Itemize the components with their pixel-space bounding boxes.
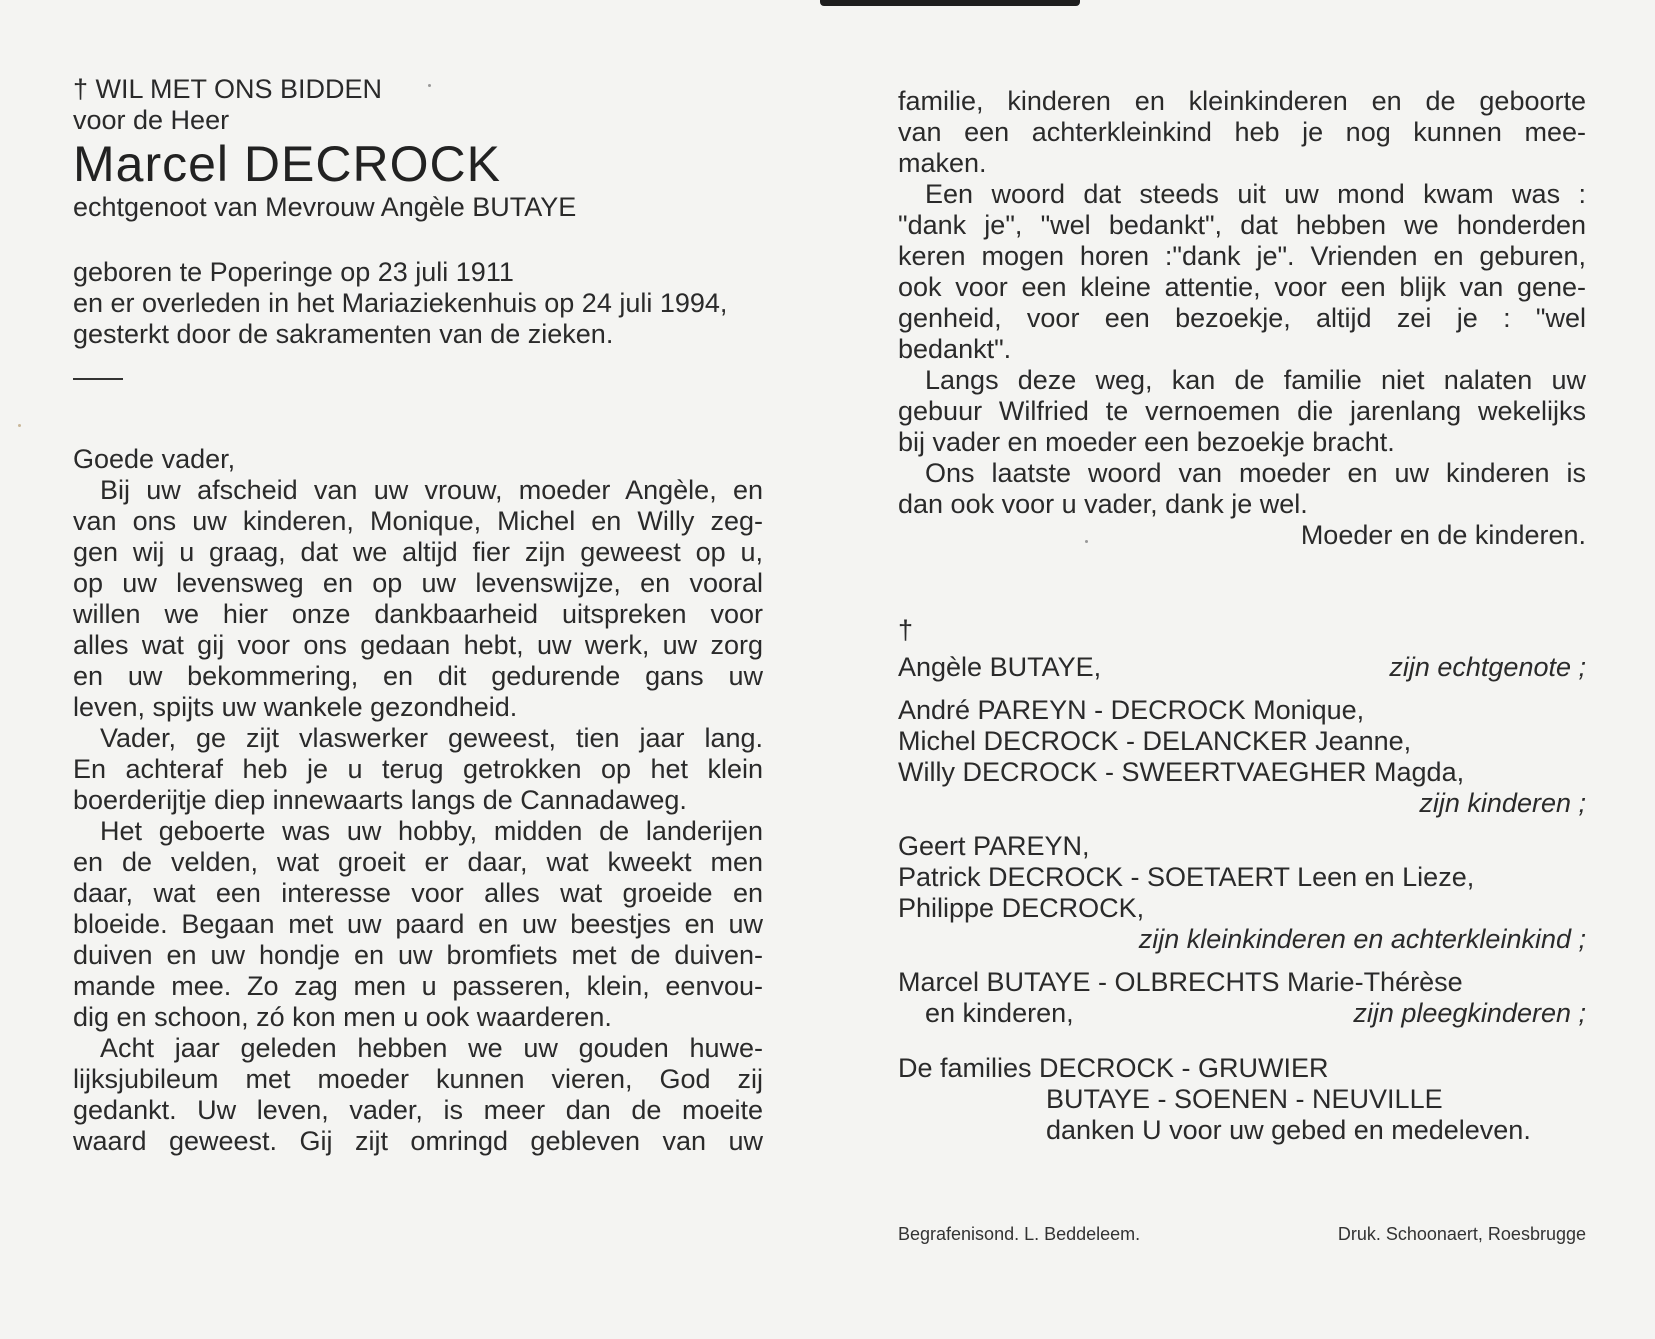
text-line: leven, spijts uw wankele gezondheid. [73, 692, 518, 722]
spouse-role: zijn echtgenote ; [1389, 652, 1586, 682]
scan-edge-shadow [820, 0, 1080, 6]
divider [73, 378, 123, 380]
paragraph-8 [898, 458, 1586, 520]
deceased-name: Marcel DECROCK [73, 136, 501, 192]
paragraph-6 [898, 179, 1586, 365]
child-entry: André PAREYN - DECROCK Monique, [898, 695, 1365, 725]
text-line: van een achterkleinkind heb je nog kunnen mee- [898, 117, 1586, 147]
text-line: op uw levensweg en op uw levenswijze, en vooral [73, 568, 763, 598]
text-line: "dank je", "wel bedankt", dat hebben we honderden [898, 210, 1586, 240]
text-line: en uw bekommering, en dit gedurende gans uw [73, 661, 763, 691]
funeral-home: Begrafenisond. L. Beddeleem. [898, 1224, 1141, 1244]
footer [898, 1224, 1586, 1245]
printer: Druk. Schoonaert, Roesbrugge [1337, 1224, 1586, 1244]
spouse-name: Angèle BUTAYE, [898, 652, 1102, 682]
text-line: en de velden, wat groeit er daar, wat kweekt men [73, 847, 763, 877]
text-line: keren mogen horen :"dank je". Vrienden en geburen, [898, 241, 1586, 271]
text-line: boerderijtje diep innewaarts langs de Cannadaweg. [73, 785, 687, 815]
text-line: Acht jaar geleden hebben we uw gouden huwe- [100, 1033, 763, 1063]
paragraph-3 [73, 816, 763, 1033]
text-line: gen wij u graag, dat we altijd fier zijn geweest op u, [73, 537, 763, 567]
grandchild-entry: Geert PAREYN, [898, 831, 1090, 861]
text-line: Het geboerte was uw hobby, midden de landerijen [100, 816, 763, 846]
text-line: dan ook voor u vader, dank je wel. [898, 489, 1308, 519]
text-line: bedankt". [898, 334, 1012, 364]
spouse-entry [898, 652, 1586, 683]
paragraph-2 [73, 723, 763, 816]
text-line: Een woord dat steeds uit uw mond kwam was : [925, 179, 1586, 209]
signoff: Moeder en de kinderen. [1300, 520, 1586, 550]
text-line: gebuur Wilfried te vernoemen die jarenlang wekelijks [898, 396, 1586, 426]
text-line: Ons laatste woord van moeder en uw kinderen is [925, 458, 1586, 488]
text-line: dig en schoon, zó kon men u ook waarderen. [73, 1002, 612, 1032]
text-line: waard geweest. Gij zijt omringd gebleven van uw [73, 1126, 763, 1156]
foster-role: zijn pleegkinderen ; [1353, 998, 1586, 1028]
prayer-header: † WIL MET ONS BIDDEN [73, 74, 383, 104]
scan-speck [18, 424, 21, 427]
families-line-1: De families DECROCK - GRUWIER [898, 1053, 1329, 1083]
text-line: Vader, ge zijt vlaswerker geweest, tien jaar lang. [100, 723, 763, 753]
families-thanks: danken U voor uw gebed en medeleven. [1046, 1115, 1531, 1145]
spouse-line: echtgenoot van Mevrouw Angèle BUTAYE [73, 192, 577, 222]
text-line: genheid, voor een bezoekje, altijd zei je : "wel [898, 303, 1586, 333]
text-line: bij vader en moeder een bezoekje bracht. [898, 427, 1395, 457]
text-line: ook voor een kleine attentie, voor een blijk van gene- [898, 272, 1586, 302]
text-line: Langs deze weg, kan de familie niet nalaten uw [925, 365, 1586, 395]
text-line: bloeide. Begaan met uw paard en uw beestjes en uw [73, 909, 763, 939]
text-line: alles wat gij voor ons gedaan hebt, uw werk, uw zorg [73, 630, 763, 660]
foster-entry-2: en kinderen, [925, 998, 1074, 1028]
grandchild-entry: Philippe DECROCK, [898, 893, 1145, 923]
paragraph-5 [898, 86, 1586, 179]
sacraments-line: gesterkt door de sakramenten van de zieken. [73, 319, 614, 349]
text-line: maken. [898, 148, 987, 178]
child-entry: Michel DECROCK - DELANCKER Jeanne, [898, 726, 1412, 756]
children-role: zijn kinderen ; [1419, 788, 1586, 818]
cross-icon: † [898, 615, 914, 645]
salutation: Goede vader, [73, 444, 236, 474]
text-line: familie, kinderen en kleinkinderen en de geboorte [898, 86, 1586, 116]
paragraph-1 [73, 475, 763, 723]
left-column [73, 74, 763, 1157]
text-line: Bij uw afscheid van uw vrouw, moeder Angèle, en [100, 475, 763, 505]
grandchildren-role: zijn kleinkinderen en achterkleinkind ; [1138, 924, 1586, 954]
text-line: van ons uw kinderen, Monique, Michel en Willy zeg- [73, 506, 763, 536]
text-line: lijksjubileum met moeder kunnen vieren, God zij [73, 1064, 763, 1094]
child-entry: Willy DECROCK - SWEERTVAEGHER Magda, [898, 757, 1465, 787]
families-line-2: BUTAYE - SOENEN - NEUVILLE [1046, 1084, 1443, 1114]
text-line: mande mee. Zo zag men u passeren, klein, eenvou- [73, 971, 763, 1001]
grandchild-entry: Patrick DECROCK - SOETAERT Leen en Lieze, [898, 862, 1475, 892]
foster-entry: Marcel BUTAYE - OLBRECHTS Marie-Thérèse [898, 967, 1463, 997]
death-line: en er overleden in het Mariaziekenhuis op 24 juli 1994, [73, 288, 728, 318]
text-line: willen we hier onze dankbaarheid uitspreken voor [73, 599, 763, 629]
paragraph-7 [898, 365, 1586, 458]
text-line: En achteraf heb je u terug getrokken op het klein [73, 754, 763, 784]
birth-line: geboren te Poperinge op 23 juli 1911 [73, 257, 514, 287]
prayer-subheader: voor de Heer [73, 105, 230, 135]
text-line: gedankt. Uw leven, vader, is meer dan de moeite [73, 1095, 763, 1125]
text-line: duiven en uw hondje en uw bromfiets met de duiven- [73, 940, 763, 970]
foster-row [898, 998, 1586, 1029]
text-line: daar, wat een interesse voor alles wat groeide en [73, 878, 763, 908]
scan-speck [428, 84, 431, 87]
paragraph-4 [73, 1033, 763, 1157]
right-column [898, 86, 1586, 1146]
scan-speck [1085, 540, 1088, 543]
